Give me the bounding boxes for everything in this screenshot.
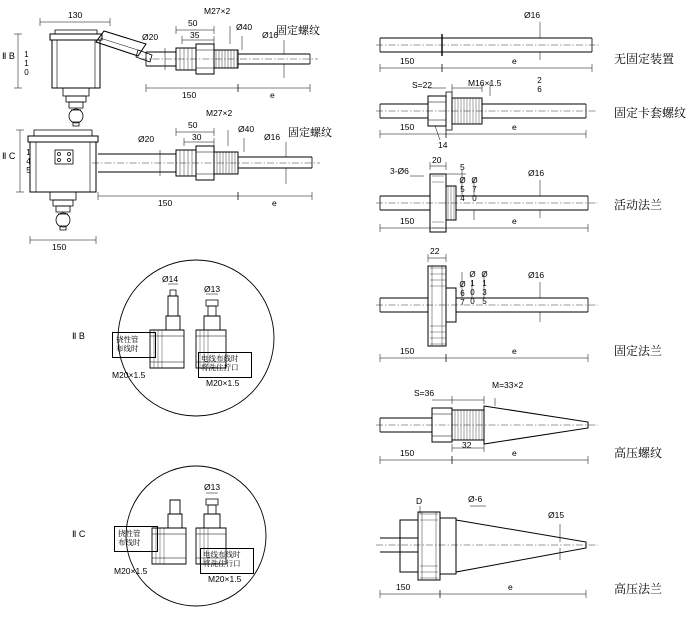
dim-r1-e: e	[512, 56, 517, 66]
dim-r6-150: 150	[396, 582, 411, 592]
dim-m20-right-detailB: M20×1.5	[206, 378, 240, 388]
dim-e-a2: e	[272, 198, 277, 208]
dim-r3-dia54: Ø54	[458, 176, 467, 203]
caption-fixed-compression-thread: 固定卡套螺纹	[614, 106, 687, 120]
caption-high-pressure-flange: 高压法兰	[614, 582, 663, 596]
caption-fixed-thread-a1: 固定螺纹	[276, 25, 320, 37]
dim-r6-dia15: Ø15	[548, 510, 565, 520]
dim-r5-m33: M=33×2	[492, 380, 524, 390]
dim-head-width-150: 150	[52, 242, 67, 252]
note-left-IIC: 挠性管 布线时	[118, 529, 141, 547]
dim-r5-e: e	[512, 448, 517, 458]
note-right-IIB: 电线布线时 将洗住拧口	[201, 354, 239, 372]
caption-movable-flange: 活动法兰	[614, 198, 663, 212]
dim-r2-e: e	[512, 122, 517, 132]
dim-dia16-a1: Ø16	[262, 30, 279, 40]
dim-50-a2: 50	[188, 120, 198, 130]
dim-r2-14: 14	[438, 140, 448, 150]
dim-r2-26: 26	[535, 76, 544, 94]
caption-fixed-thread-a2: 固定螺纹	[288, 127, 332, 139]
dim-m27-a2: M27×2	[206, 108, 233, 118]
dim-r4-dia16: Ø16	[528, 270, 545, 280]
dim-m27-a1: M27×2	[204, 6, 231, 16]
dim-dia14-detailB: Ø14	[162, 274, 179, 284]
dim-m20-right-detailC: M20×1.5	[208, 574, 242, 584]
dim-r1-dia16: Ø16	[524, 10, 541, 20]
dim-m20-left-detailC: M20×1.5	[114, 566, 148, 576]
dim-dia20-a1: Ø20	[142, 32, 159, 42]
dim-r3-20: 20	[432, 155, 442, 165]
dim-r6-e: e	[508, 582, 513, 592]
dim-r4-150: 150	[400, 346, 415, 356]
dim-dia40-a2: Ø40	[238, 124, 255, 134]
dim-150-a2: 150	[158, 198, 173, 208]
dim-r4-dia67: Ø67	[458, 280, 467, 307]
head-type-label-IIC: Ⅱ C	[2, 151, 16, 161]
dim-30-a2: 30	[192, 132, 202, 142]
dim-r3-150: 150	[400, 216, 415, 226]
dim-dia13-detailB: Ø13	[204, 284, 221, 294]
dim-head-height-110: 110	[22, 50, 31, 77]
dim-dia13-detailC: Ø13	[204, 482, 221, 492]
dim-r6-D: D	[416, 496, 423, 506]
dim-r2-m16: M16×1.5	[468, 78, 502, 88]
dim-r3-5: 5	[460, 162, 465, 172]
caption-fixed-flange: 固定法兰	[614, 344, 663, 358]
dim-dia16-a2: Ø16	[264, 132, 281, 142]
dim-m20-left-detailB: M20×1.5	[112, 370, 146, 380]
dim-150-a1: 150	[182, 90, 197, 100]
dim-r5-150: 150	[400, 448, 415, 458]
head-type-label-IIB: Ⅱ B	[2, 51, 15, 61]
dim-r4-dia135: Ø135	[480, 270, 489, 306]
dim-head-height-145: 145	[24, 148, 33, 175]
dim-r6-dia6: Ø-6	[468, 494, 483, 504]
dim-r4-e: e	[512, 346, 517, 356]
dim-35-a1: 35	[190, 30, 200, 40]
dim-dia40-a1: Ø40	[236, 22, 253, 32]
dim-r3-dia16: Ø16	[528, 168, 545, 178]
dim-e-a1: e	[270, 90, 275, 100]
dim-r2-150: 150	[400, 122, 415, 132]
detail-label-IIB: Ⅱ B	[72, 331, 85, 341]
dim-head-width-130: 130	[68, 10, 83, 20]
dim-r1-150: 150	[400, 56, 415, 66]
dim-r3-e: e	[512, 216, 517, 226]
dim-r5-32: 32	[462, 440, 472, 450]
caption-high-pressure-thread: 高压螺纹	[614, 446, 663, 460]
dim-r5-s36: S=36	[414, 388, 435, 398]
dim-dia20-a2: Ø20	[138, 134, 155, 144]
note-right-IIC: 电线布线时 将洗住行口	[203, 550, 241, 568]
dim-r3-3xdia6: 3-Ø6	[390, 166, 409, 176]
detail-label-IIC: Ⅱ C	[72, 529, 86, 539]
dim-r4-22: 22	[430, 246, 440, 256]
dim-r3-dia70: Ø70	[470, 176, 479, 203]
dim-r4-dia100: Ø100	[468, 270, 477, 306]
caption-no-fixing-device: 无固定装置	[614, 52, 675, 66]
dim-50-a1: 50	[188, 18, 198, 28]
note-left-IIB: 挠性管 布线时	[116, 335, 139, 353]
dim-r2-s22: S=22	[412, 80, 433, 90]
